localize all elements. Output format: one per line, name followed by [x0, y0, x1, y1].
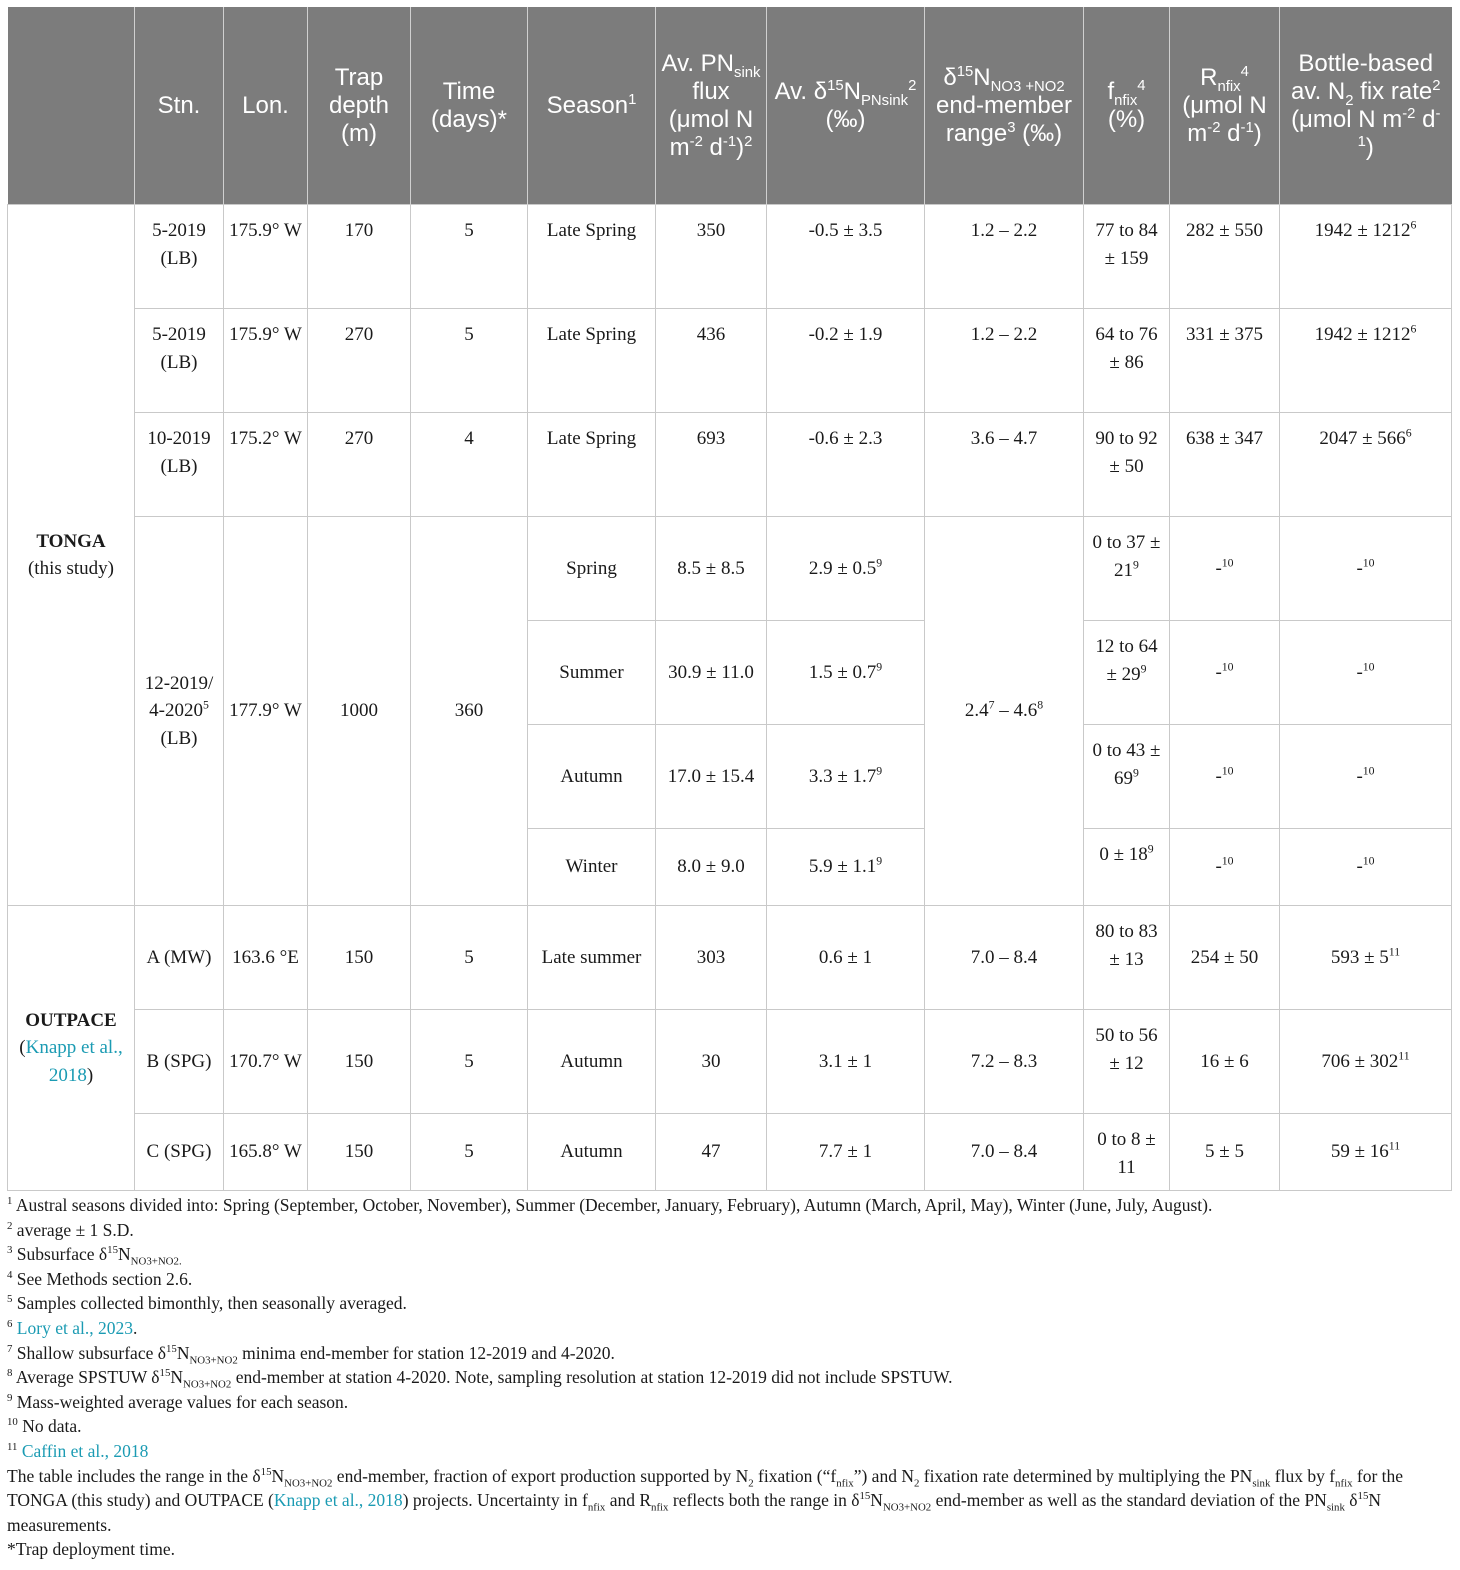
footnote: $^9$ Mass-weighted average values for each season.	[7, 1391, 349, 1412]
footnote: $^3$ Subsurface $\delta^{15}N_{NO3+NO2.}$	[7, 1244, 182, 1268]
cell-flux: 47	[656, 1114, 767, 1191]
cell-rnfix: 254 ± 50	[1170, 906, 1280, 1010]
cell-d15n: 0.6 ± 1	[767, 906, 925, 1010]
lory-link[interactable]: Lory et al., 2023	[16, 1317, 133, 1338]
cell-fnfix: 90 to 92 ± 50	[1084, 413, 1170, 517]
cell-trap: 1000	[308, 517, 411, 906]
cell-lon: 175.9° W	[224, 309, 308, 413]
cell-fnfix: 0 to $43 \pm 69^9$	[1084, 725, 1170, 829]
knapp-caption-link[interactable]: Knapp et al., 2018	[273, 1490, 403, 1511]
cell-stn: C (SPG)	[135, 1114, 224, 1191]
cell-rnfix: -$^{10}$	[1170, 517, 1280, 621]
col-lon: Lon.	[224, 7, 308, 205]
table-row	[8, 1114, 1452, 1191]
cell-lon: 170.7° W	[224, 1010, 308, 1114]
cell-d15n: $5.9 \pm 1.1^9$	[767, 829, 925, 906]
table-row	[8, 906, 1452, 1010]
cell-lon: 177.9° W	[224, 517, 308, 906]
cell-season: Winter	[528, 829, 656, 906]
group-outpace: OUTPACE (Knapp et al., 2018)	[8, 906, 135, 1191]
cell-end-member: $2.4^7 - 4.6^8$	[925, 517, 1084, 906]
cell-bottle: -$^{10}$	[1280, 725, 1452, 829]
col-trap-depth: Trap depth (m)	[308, 7, 411, 205]
cell-d15n: $1.5 \pm 0.7^9$	[767, 621, 925, 725]
cell-fnfix: 64 to 76 ± 86	[1084, 309, 1170, 413]
table-caption: The table includes the range in the $\delta^{15}N_{NO3+NO2}$ end-member, fraction of export production supported by $N_2$ fixation $(“f_{nfix}”)$ and $N_2$ fixation rate determined by multiplying the $PN_{sink}$ flux by $f_{nfix}$ for the TONGA (this study) and OUTPACE (Knapp et al., 2018) projects. Uncertainty in $f_{nfix}$ and $R_{nfix}$ reflects both the range in $\delta^{15}N_{NO3+NO2}$ end-member as well as the standard deviation of the $PN_{sink}$ $\delta^{15}N$ measurements.	[7, 1465, 1404, 1535]
cell-time: 4	[411, 413, 528, 517]
cell-d15n: -0.2 ± 1.9	[767, 309, 925, 413]
table-row	[8, 1010, 1452, 1114]
cell-bottle: $706 \pm 302^{11}$	[1280, 1010, 1452, 1114]
cell-trap: 150	[308, 906, 411, 1010]
table-row	[8, 309, 1452, 413]
cell-bottle: $59 \pm 16^{11}$	[1280, 1114, 1452, 1191]
cell-bottle: $1942 \pm 1212^6$	[1280, 205, 1452, 309]
col-end-member: $\delta^{15}N_{NO3 +NO2}$ end-member range$^3$ (‰)	[925, 7, 1084, 205]
cell-flux: 8.5 ± 8.5	[656, 517, 767, 621]
cell-lon: 175.9° W	[224, 205, 308, 309]
footnote: $^6$ Lory et al., 2023.	[7, 1317, 138, 1338]
col-rnfix: $R_{nfix}^4$ (μmol N $m^{-2}$ $d^{-1}$)	[1170, 7, 1280, 205]
footnote: $^{11}$ Caffin et al., 2018	[7, 1440, 149, 1461]
cell-trap: 270	[308, 413, 411, 517]
cell-fnfix: 80 to 83 ± 13	[1084, 906, 1170, 1010]
cell-end-member: 7.0 – 8.4	[925, 906, 1084, 1010]
cell-rnfix: 5 ± 5	[1170, 1114, 1280, 1191]
data-table	[7, 7, 1452, 1191]
knapp-link[interactable]: Knapp et al., 2018	[25, 1037, 123, 1086]
col-d15n: Av. $\delta^{15}N_{PNsink}^2$ (‰)	[767, 7, 925, 205]
cell-fnfix: 0 to $37 \pm 21^9$	[1084, 517, 1170, 621]
col-stn: Stn.	[135, 7, 224, 205]
cell-bottle: -$^{10}$	[1280, 621, 1452, 725]
cell-time: 5	[411, 1010, 528, 1114]
table-footnotes	[7, 1193, 1451, 1562]
cell-season: Autumn	[528, 1114, 656, 1191]
cell-fnfix: 50 to 56 ± 12	[1084, 1010, 1170, 1114]
cell-d15n: 3.1 ± 1	[767, 1010, 925, 1114]
cell-stn: 5-2019 (LB)	[135, 309, 224, 413]
col-season: Season$^1$	[528, 7, 656, 205]
cell-trap: 170	[308, 205, 411, 309]
cell-d15n: 7.7 ± 1	[767, 1114, 925, 1191]
cell-stn: 12-2019/ 4-2020$^5$ (LB)	[135, 517, 224, 906]
col-flux: Av. $PN_{sink}$ flux (μmol N $m^{-2}$ $d^{-1})^2$	[656, 7, 767, 205]
cell-bottle: $593 \pm 5^{11}$	[1280, 906, 1452, 1010]
cell-rnfix: 638 ± 347	[1170, 413, 1280, 517]
footnote: $^4$ See Methods section 2.6.	[7, 1268, 193, 1289]
cell-bottle: -$^{10}$	[1280, 829, 1452, 906]
cell-fnfix: 12 to $64 \pm 29^9$	[1084, 621, 1170, 725]
cell-d15n: -0.5 ± 3.5	[767, 205, 925, 309]
cell-end-member: 1.2 – 2.2	[925, 309, 1084, 413]
cell-season: Late summer	[528, 906, 656, 1010]
cell-flux: 350	[656, 205, 767, 309]
cell-stn: B (SPG)	[135, 1010, 224, 1114]
col-fnfix: $f_{nfix}^4$ (%)	[1084, 7, 1170, 205]
cell-flux: 303	[656, 906, 767, 1010]
cell-trap: 270	[308, 309, 411, 413]
caffin-link[interactable]: Caffin et al., 2018	[21, 1440, 149, 1461]
cell-rnfix: 16 ± 6	[1170, 1010, 1280, 1114]
cell-rnfix: 282 ± 550	[1170, 205, 1280, 309]
cell-season: Summer	[528, 621, 656, 725]
cell-season: Late Spring	[528, 205, 656, 309]
cell-fnfix: 0 to 8 ± 11	[1084, 1114, 1170, 1191]
cell-time: 5	[411, 205, 528, 309]
cell-stn: A (MW)	[135, 906, 224, 1010]
cell-flux: 17.0 ± 15.4	[656, 725, 767, 829]
cell-d15n: $3.3 \pm 1.7^9$	[767, 725, 925, 829]
table-row	[8, 413, 1452, 517]
cell-flux: 693	[656, 413, 767, 517]
cell-bottle: -$^{10}$	[1280, 517, 1452, 621]
cell-bottle: $2047 \pm 566^6$	[1280, 413, 1452, 517]
footnote: $^8$ Average SPSTUW $\delta^{15}N_{NO3+NO2}$ end-member at station 4-2020. Note, sampling resolution at station 12-2019 did not include SPSTUW.	[7, 1367, 953, 1391]
header-row	[8, 7, 1452, 205]
cell-flux: 30.9 ± 11.0	[656, 621, 767, 725]
cell-fnfix: 77 to 84 ± 159	[1084, 205, 1170, 309]
cell-flux: 436	[656, 309, 767, 413]
cell-time: 5	[411, 906, 528, 1010]
cell-season: Autumn	[528, 725, 656, 829]
cell-end-member: 7.0 – 8.4	[925, 1114, 1084, 1191]
cell-d15n: $2.9 \pm 0.5^9$	[767, 517, 925, 621]
table-row	[8, 205, 1452, 309]
trap-note: *Trap deployment time.	[7, 1539, 176, 1560]
cell-rnfix: -$^{10}$	[1170, 829, 1280, 906]
cell-time: 5	[411, 1114, 528, 1191]
footnote: $^7$ Shallow subsurface $\delta^{15}N_{NO3+NO2}$ minima end-member for station 12-2019 and 4-2020.	[7, 1342, 615, 1367]
cell-rnfix: -$^{10}$	[1170, 725, 1280, 829]
table-figure	[7, 7, 1451, 1562]
cell-flux: 8.0 ± 9.0	[656, 829, 767, 906]
cell-season: Late Spring	[528, 309, 656, 413]
footnote: $^2$ average ± 1 S.D.	[7, 1219, 134, 1240]
cell-end-member: 1.2 – 2.2	[925, 205, 1084, 309]
col-time: Time (days)*	[411, 7, 528, 205]
cell-fnfix: $0 \pm 18^9$	[1084, 829, 1170, 906]
cell-lon: 175.2° W	[224, 413, 308, 517]
cell-flux: 30	[656, 1010, 767, 1114]
cell-rnfix: -$^{10}$	[1170, 621, 1280, 725]
cell-time: 5	[411, 309, 528, 413]
cell-trap: 150	[308, 1114, 411, 1191]
cell-season: Late Spring	[528, 413, 656, 517]
cell-end-member: 3.6 – 4.7	[925, 413, 1084, 517]
col-bottle: Bottle-based av. $N_2$ fix rate$^2$ (μmol N $m^{-2}$ $d^{-1}$)	[1280, 7, 1452, 205]
group-tonga: TONGA (this study)	[8, 205, 135, 906]
cell-time: 360	[411, 517, 528, 906]
cell-stn: 10-2019 (LB)	[135, 413, 224, 517]
cell-rnfix: 331 ± 375	[1170, 309, 1280, 413]
cell-end-member: 7.2 – 8.3	[925, 1010, 1084, 1114]
cell-lon: 165.8° W	[224, 1114, 308, 1191]
cell-season: Autumn	[528, 1010, 656, 1114]
footnote: $^5$ Samples collected bimonthly, then seasonally averaged.	[7, 1293, 407, 1314]
col-group	[8, 7, 135, 205]
cell-trap: 150	[308, 1010, 411, 1114]
cell-d15n: -0.6 ± 2.3	[767, 413, 925, 517]
table-row	[8, 517, 1452, 621]
footnote: $^{10}$ No data.	[7, 1416, 82, 1437]
cell-stn: 5-2019 (LB)	[135, 205, 224, 309]
cell-lon: 163.6 °E	[224, 906, 308, 1010]
cell-season: Spring	[528, 517, 656, 621]
footnote: $^1$ Austral seasons divided into: Spring (September, October, November), Summer (December, January, February), Autumn (March, April, May), Winter (June, July, August).	[7, 1195, 1213, 1215]
cell-bottle: $1942 \pm 1212^6$	[1280, 309, 1452, 413]
